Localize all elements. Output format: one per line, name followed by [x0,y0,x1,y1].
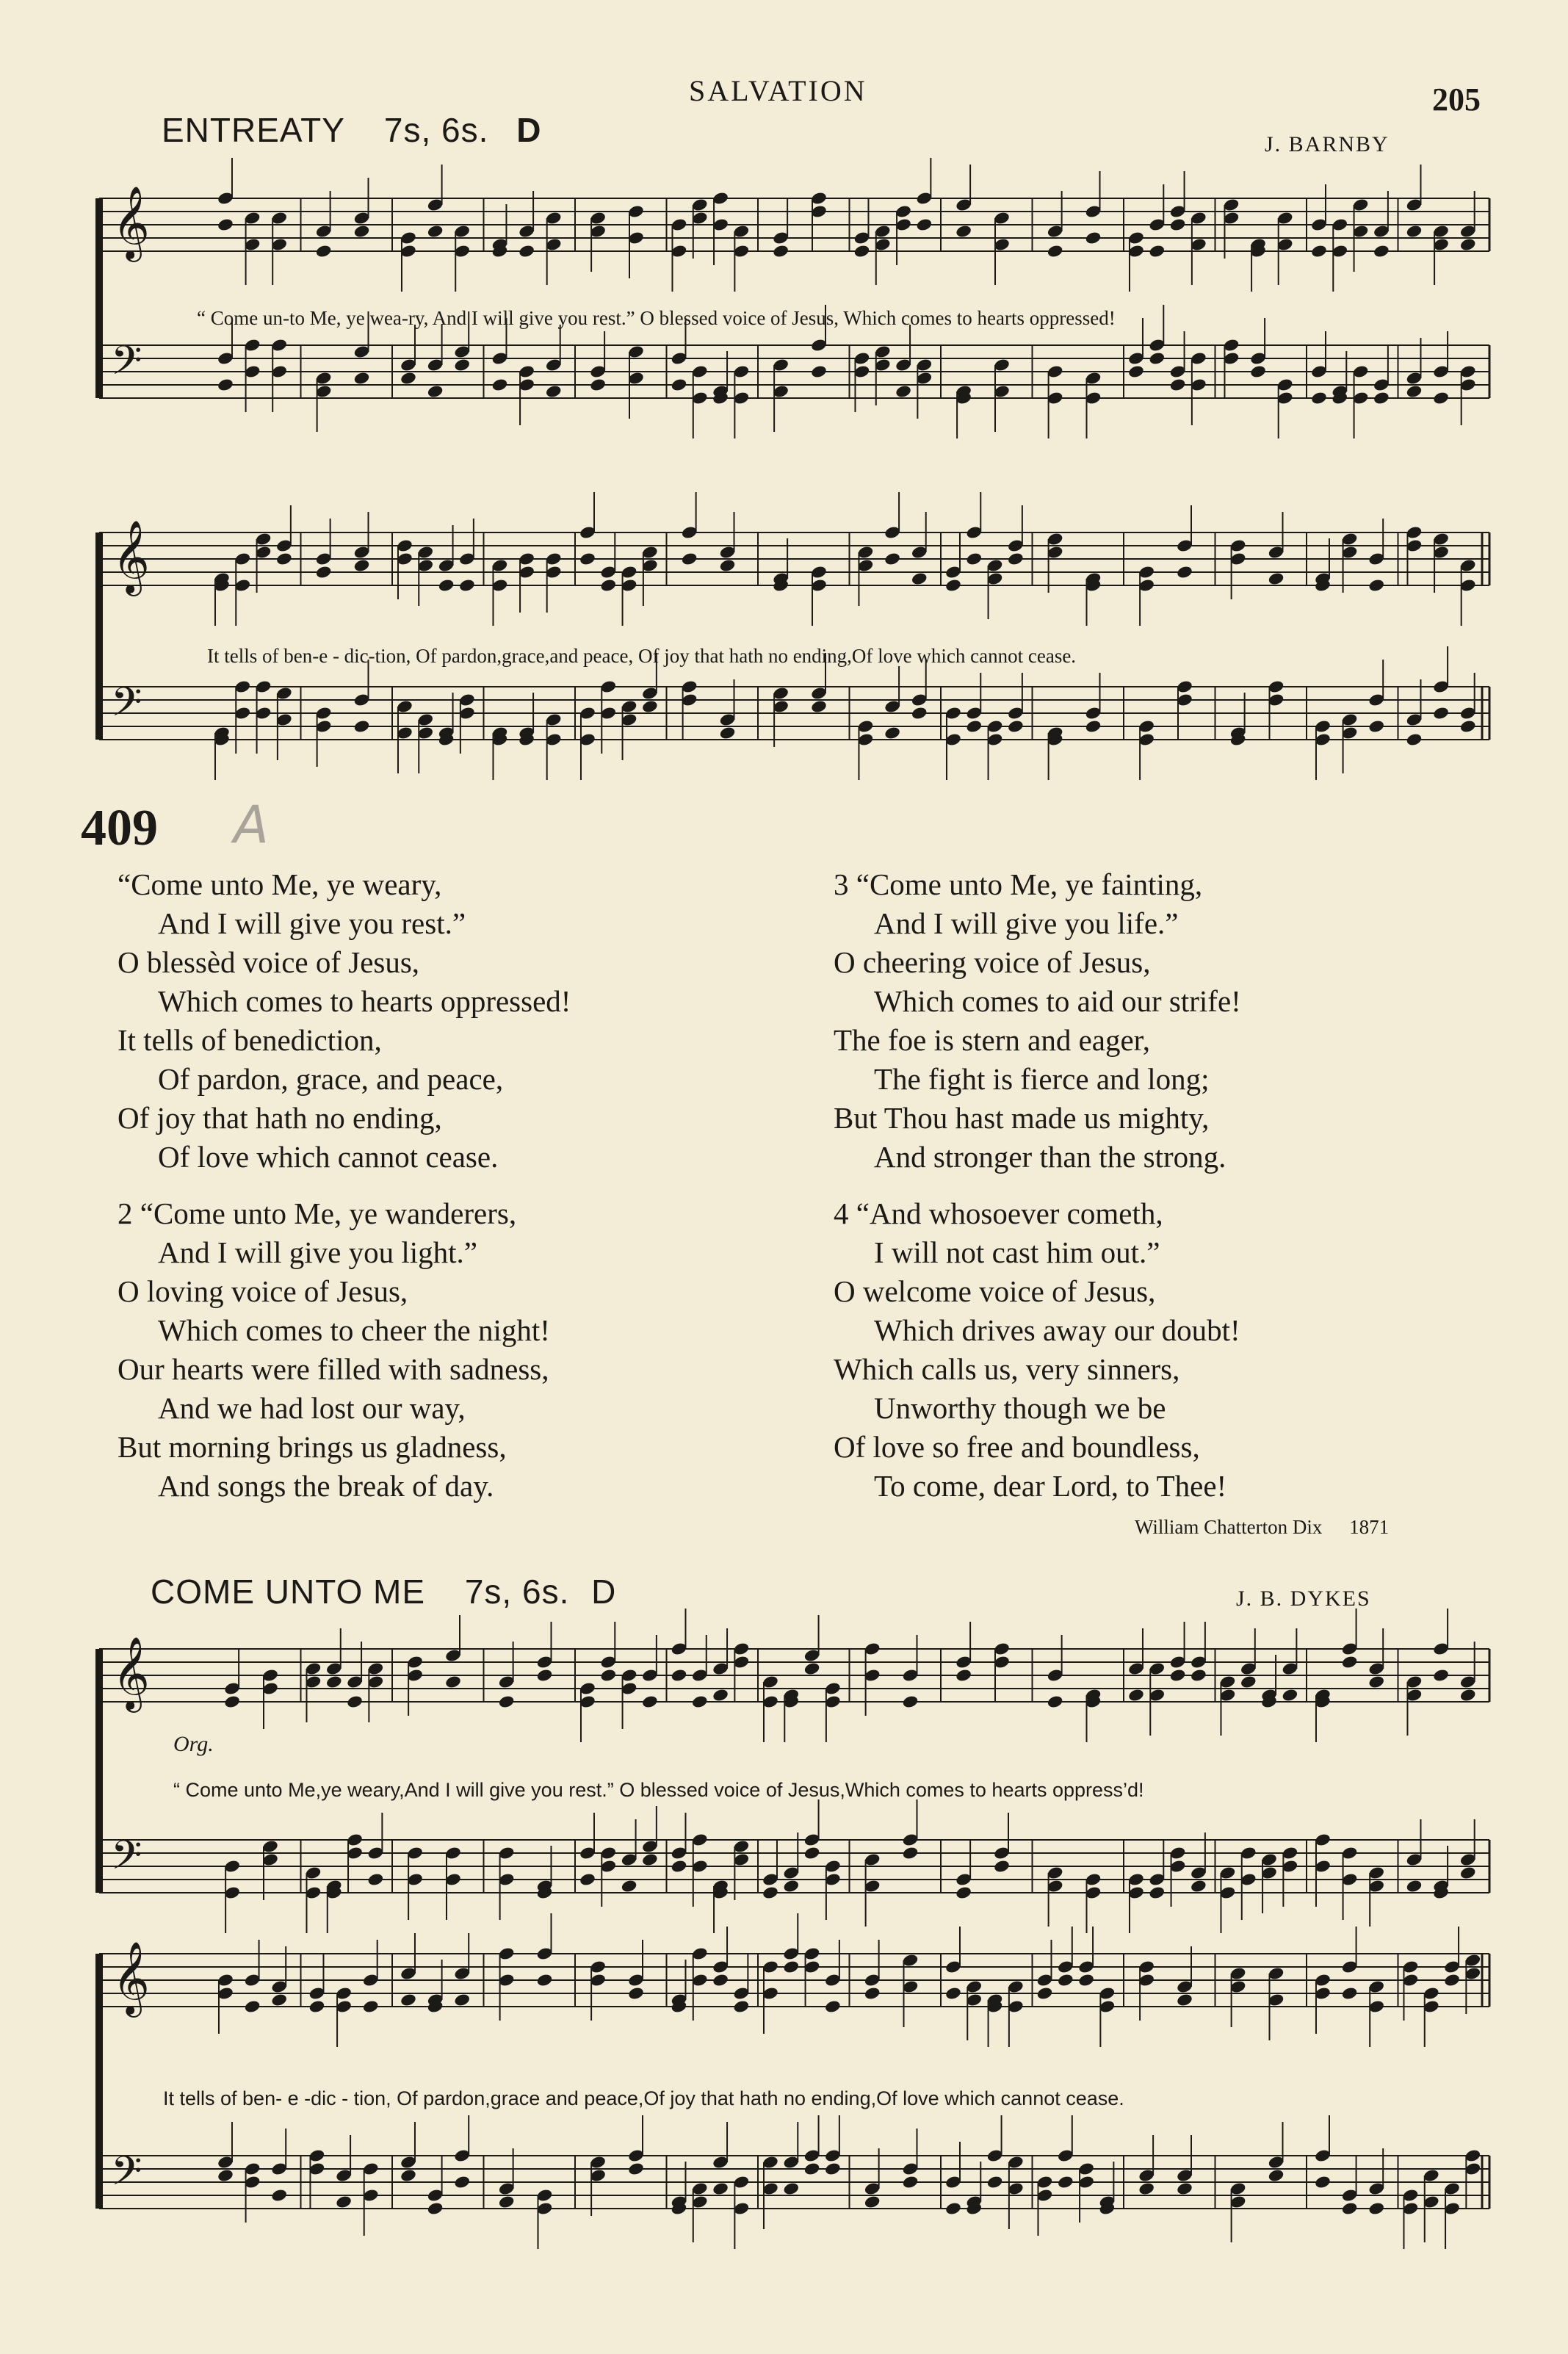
note-head [719,558,737,573]
tune1-meter-d: D [516,111,542,149]
note-head [691,1694,709,1709]
note-head [1368,719,1385,734]
note-head [782,2181,800,2196]
note-head [1148,244,1166,259]
note-head [1341,1986,1359,2001]
note-head [944,1986,962,2001]
verse-3-line: 3 “Come unto Me, ye fainting, [834,867,1203,901]
note-head [902,1694,920,1709]
note-head [1310,244,1328,259]
note-head [1368,578,1385,593]
verse-3-line: And stronger than the strong. [874,1140,1226,1174]
note-head [1176,565,1193,580]
note-head [1057,1973,1074,1987]
bass-clef-icon: 𝄢 [111,679,142,735]
note-head [599,1668,617,1683]
note-head [453,2175,471,2189]
note-head [884,552,901,566]
verse-3-line: Which comes to aid our strife! [874,984,1241,1018]
note-head [335,2195,353,2209]
note-head [453,1993,471,2007]
note-head [325,1675,343,1689]
note-head [1432,1668,1450,1683]
verse-1 [118,865,571,1177]
note-head [400,2168,417,2183]
note-head [1007,719,1025,734]
note-head [498,2195,516,2209]
note-head [1169,378,1187,392]
note-head [353,719,371,734]
tune2-meter: 7s, 6s. [464,1573,570,1611]
note-head [536,1973,554,1987]
note-head [1176,1993,1193,2007]
note-head [824,2162,842,2176]
verse-4-line: Which drives away our doubt! [874,1313,1240,1347]
verse-4-line: 4 “And whosoever cometh, [834,1196,1163,1230]
verse-2-line: And songs the break of day. [158,1469,494,1503]
note-head [362,1999,380,2014]
note-head [627,2162,645,2176]
tune2-composer: J. B. DYKES [1236,1586,1371,1611]
verse-3-line: But Thou hast made us mighty, [834,1101,1210,1135]
note-head [916,217,933,232]
note-head [712,1688,729,1703]
note-head [518,244,535,259]
treble-clef-icon: 𝄞 [112,186,150,259]
note-head [955,1885,972,1900]
note-head [217,217,234,232]
bass-clef-icon: 𝄢 [111,337,142,394]
treble-clef-icon: 𝄞 [112,520,150,593]
verse-2 [118,1194,550,1506]
note-head [1007,552,1025,566]
note-head [545,384,563,399]
note-head [491,378,509,392]
note-head [1148,1885,1166,1900]
verse-4-line: To come, dear Lord, to Thee! [874,1469,1227,1503]
verse-4-line: Of love so free and boundless, [834,1430,1200,1464]
note-head [864,2195,881,2209]
tune1-lyrics-line1: “ Come un-to Me, ye wea-ry, And I will give you rest.” O blessed voice of Jesus, Which comes to hearts oppressed! [197,307,1116,329]
note-head [315,244,333,259]
note-head [1310,391,1328,405]
tune1-lyrics-line2: It tells of ben-e - dic-tion, Of pardon,grace,and peace, Of joy that hath no ending,Of love which cannot cease. [207,645,1077,667]
note-head [911,706,928,721]
organ-label: Org. [173,1732,214,1756]
note-head [1368,2201,1385,2216]
verse-4-line: Which calls us, very sinners, [834,1352,1180,1386]
verse-3-line: The foe is stern and eager, [834,1023,1150,1057]
verse-1-line: “Come unto Me, ye weary, [118,867,442,901]
note-head [1459,1688,1477,1703]
note-head [1432,706,1450,721]
note-head [719,726,737,740]
note-head [1443,1973,1461,1987]
note-head [1406,384,1423,399]
note-head [589,378,607,392]
tune2-title [151,1572,616,1611]
note-head [712,1973,729,1987]
bass-clef-icon: 𝄢 [111,1832,142,1888]
note-head [1169,1668,1187,1683]
verse-4 [834,1194,1240,1506]
note-head [712,2181,729,2196]
note-head [641,699,659,714]
note-head [1169,217,1187,232]
verse-2-line: 2 “Come unto Me, ye wanderers, [118,1196,517,1230]
verse-1-line: And I will give you rest.” [158,906,466,940]
tune1-composer: J. BARNBY [1265,132,1390,156]
tune1-meter: 7s, 6s. [383,111,489,149]
note-head [270,1993,288,2007]
page-number: 205 [1432,82,1481,118]
note-head [955,1668,972,1683]
note-head [621,1879,638,1893]
bass-clef-icon: 𝄢 [111,2148,142,2204]
tune2-lyrics-line1: “ Come unto Me,ye weary,And I will give you rest.” O blessed voice of Jesus,Which comes to hearts oppress’d! [173,1779,1144,1801]
note-head [1373,391,1390,405]
note-head [1036,1986,1054,2001]
note-head [536,1668,554,1683]
note-head [895,384,912,399]
note-head [308,1999,326,2014]
verse-2-line: And we had lost our way, [158,1391,466,1425]
verse-4-line: Unworthy though we be [874,1391,1166,1425]
note-head [400,371,417,386]
note-head [353,558,371,573]
note-head [1459,719,1477,734]
note-head [217,2168,234,2183]
note-head [427,2201,444,2216]
note-head [1077,1973,1095,1987]
note-head [1368,1675,1385,1689]
note-head [965,719,983,734]
verse-3-line: And I will give you life.” [874,906,1179,940]
hymn-number: 409 [81,800,158,856]
note-head [444,1675,462,1689]
note-head [1047,1694,1064,1709]
note-head [810,699,828,714]
note-head [1432,391,1450,405]
note-head [911,571,928,586]
note-head [803,1846,821,1860]
note-head [1057,2175,1074,2189]
note-head [1085,719,1102,734]
note-head [223,1694,241,1709]
note-head [1138,2181,1155,2196]
verse-1-line: Of pardon, grace, and peace, [158,1062,504,1096]
note-head [902,2175,920,2189]
note-head [427,224,444,239]
note-head [1282,1688,1299,1703]
note-head [275,552,293,566]
note-head [367,1872,385,1887]
note-head [641,1694,659,1709]
verse-3-line: The fight is fierce and long; [874,1062,1210,1096]
note-head [944,2201,962,2216]
note-head [803,2162,821,2176]
note-head [1459,1866,1477,1880]
note-head [864,1986,881,2001]
note-head [1148,351,1166,366]
note-head [1190,1668,1207,1683]
running-title: SALVATION [689,74,867,107]
note-head [803,1661,821,1676]
note-head [733,1999,751,2014]
note-head [681,552,698,566]
verse-2-line: O loving voice of Jesus, [118,1274,408,1308]
note-head [1268,571,1285,586]
note-head [1085,231,1102,245]
note-head [579,1872,596,1887]
note-head [824,1999,842,2014]
note-head [810,364,828,379]
note-head [1268,2168,1285,2183]
treble-clef-icon: 𝄞 [112,1941,150,2015]
note-head [782,1879,800,1893]
verse-2-line: Which comes to cheer the night! [158,1313,550,1347]
note-head [1406,224,1423,239]
hymn-annotation: A [234,795,269,855]
tune2-lyrics-line2: It tells of ben- e -dic - tion, Of pardon,grace and peace,Of joy that hath no ending,Of love which cannot cease. [163,2087,1124,2109]
note-head [1406,732,1423,747]
note-head [400,1993,417,2007]
note-head [1314,2175,1332,2189]
note-head [498,1694,516,1709]
verse-2-line: And I will give you light.” [158,1235,478,1269]
note-head [671,1859,688,1874]
verse-1-line: O blessèd voice of Jesus, [118,945,420,979]
note-head [453,358,471,372]
note-head [853,244,871,259]
note-head [1341,1655,1359,1669]
note-head [884,726,901,740]
note-head [1406,1879,1423,1893]
note-head [993,1859,1011,1874]
note-head [965,552,983,566]
note-head [579,552,596,566]
note-head [1459,237,1477,252]
note-head [217,378,234,392]
note-head [1176,2181,1193,2196]
note-head [627,1986,645,2001]
treble-clef-icon: 𝄞 [112,1636,150,1710]
verse-2-line: But morning brings us gladness, [118,1430,507,1464]
note-head [671,1668,688,1683]
note-head [641,1852,659,1867]
note-head [346,1694,364,1709]
note-head [1341,2201,1359,2216]
note-head [986,2175,1004,2189]
verse-1-line: Of joy that hath no ending, [118,1101,442,1135]
note-head [762,1885,779,1900]
note-head [270,2188,288,2203]
note-head [1240,1675,1257,1689]
note-head [902,1846,920,1860]
note-head [944,578,962,593]
note-head [1127,364,1145,379]
tune2-name: COME UNTO ME [151,1573,426,1611]
note-head [458,578,476,593]
verse-3-line: O cheering voice of Jesus, [834,945,1151,979]
verse-1-line: Of love which cannot cease. [158,1140,499,1174]
note-head [1047,244,1064,259]
verse-1-line: Which comes to hearts oppressed! [158,984,571,1018]
note-head [1190,1879,1207,1893]
verse-1-line: It tells of benediction, [118,1023,382,1057]
note-head [599,578,617,593]
note-head [353,371,371,386]
note-head [427,384,444,399]
tune2-meter-d: D [591,1573,617,1611]
note-head [244,1999,261,2014]
tune1-name: ENTREATY [162,111,345,149]
note-head [1249,364,1267,379]
author-year: 1871 [1349,1516,1390,1538]
note-head [315,565,333,580]
hymn-author [1135,1516,1389,1539]
note-head [955,224,972,239]
author-name: William Chatterton Dix [1135,1516,1323,1538]
verse-4-line: I will not cast him out.” [874,1235,1160,1269]
note-head [772,244,790,259]
verse-4-line: O welcome voice of Jesus, [834,1274,1156,1308]
note-head [1127,1688,1145,1703]
note-head [353,224,371,239]
note-head [671,378,688,392]
note-head [438,578,455,593]
verse-2-line: Our hearts were filled with sadness, [118,1352,549,1386]
note-head [1373,244,1390,259]
verse-3 [834,865,1241,1177]
note-head [782,1960,800,1974]
